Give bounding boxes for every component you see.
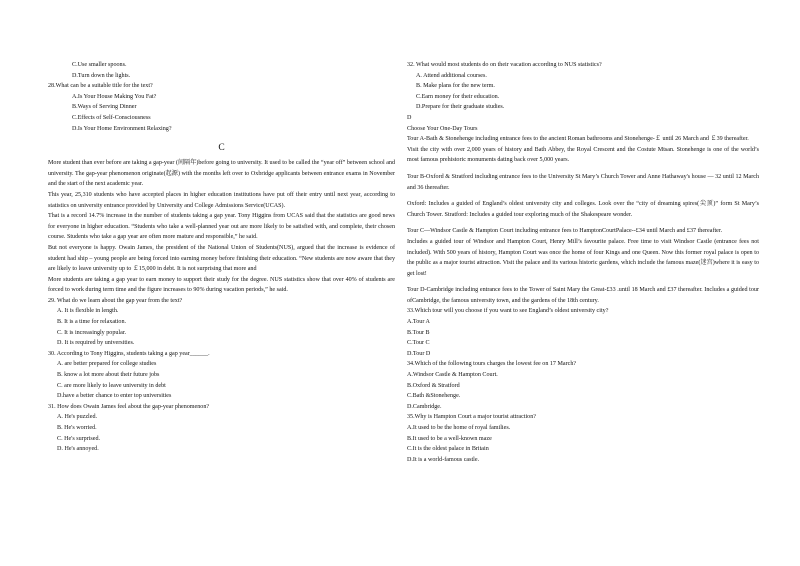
- q27-option-c: C.Use smaller spoons.: [72, 62, 127, 68]
- left-column: [48, 60, 395, 455]
- q34-option-b: B.Oxford & Stratford: [407, 382, 460, 389]
- q29-option-d: D. It is required by universities.: [57, 340, 135, 347]
- q32-option-a: A. Attend additional courses.: [416, 72, 487, 79]
- q27-option-d: D.Turn down the lights.: [72, 72, 131, 79]
- q31-option-b: B. He's worried.: [57, 425, 97, 431]
- tour-d-summary: Tour D-Cambridge including entrance fees to the Tower of Saint Mary the Great-£33 .until 18 March and £37 thereafter. Includes a guided tour ofCambridge, the famous university town, and the gardens of the 18th century.: [407, 287, 759, 304]
- q29-stem: 29. What do we learn about the gap year from the text?: [48, 297, 183, 304]
- section-c-heading: C: [218, 143, 225, 154]
- q33-option-c: C.Tour C: [407, 340, 430, 347]
- tour-a-description: Visit the city with over 2,000 years of history and Bath Abbey, the Royal Crescent and the Costute Mtsan. Stonehenge is one of the world’s most famous prehistoric monuments dating back over 5,000 years.: [407, 146, 759, 164]
- q34-option-d: D.Cambridge.: [407, 403, 442, 410]
- q28-option-a: A.Is Your House Making You Fat?: [72, 93, 157, 100]
- tour-b-description: Oxford: Includes a guided of England’s oldest university city and colleges. Look over the “city of dreaming spires(尖顶)” form St Mary’s Church Tower. Stratford: Includes a guided tour exploring much of the Shakespeare wonder.: [407, 201, 759, 218]
- q28-option-d: D.Is Your Home Environment Relaxing?: [72, 125, 172, 132]
- q33-option-a: A.Tour A: [407, 319, 430, 326]
- q34-stem: 34.Which of the following tours charges the lowest fee on 17 March?: [407, 361, 577, 368]
- q35-option-a: A.It used to be the home of royal families.: [407, 425, 511, 431]
- q35-option-c: C.It is the oldest palace in Britain: [407, 446, 489, 453]
- q32-stem: 32. What would most students do on their vacation according to NUS statistics?: [407, 62, 602, 68]
- q34-option-c: C.Bath &Stonehenge.: [407, 393, 461, 400]
- right-column: [407, 60, 759, 465]
- q30-option-a: A. are better prepared for college studies: [57, 361, 157, 368]
- q32-option-d: D.Prepare for their graduate studies.: [416, 104, 505, 111]
- passage-c-paragraph-3: That is a record 14.7% increase in the number of students taking a gap year. Tony Higgins from UCAS said that the statistics are good news for everyone in higher education. “Students who take a well-planned year out are more likely to be satisfied with, and complete, their chosen course. Students who take a gap year are often more mature and responsible,” he said.: [48, 213, 395, 241]
- q35-option-b: B.It used to be a well-known maze: [407, 435, 492, 442]
- tour-b-summary: Tour B-Oxford & Stratford including entrance fees to the University St Mary’s Church Tower and Anne Hathaway's house — 32 until 12 March and 36 thereafter.: [407, 173, 759, 191]
- q34-option-a: A.Windsor Castle & Hampton Court.: [407, 372, 498, 379]
- q31-option-d: D. He's annoyed.: [57, 446, 99, 453]
- q32-option-b: B. Make plans for the new term.: [416, 83, 495, 90]
- q29-option-b: B. It is a time for relaxation.: [57, 319, 127, 326]
- q33-option-b: B.Tour B: [407, 329, 430, 336]
- tour-c-description: Includes a guided tour of Windsor and Hampton Court, Henry Mill’s favourite palace. Free time to visit Windsor Castle (entrance fees not included). With 500 years of history, Hampton Court was once the home of four Kings and one Queen. Now this former royal palace is open to the public as a major tourist attraction. Visit the palace and its various historic gardens, which include the famous maze(迷宫)where it is easy to get lost!: [407, 238, 759, 277]
- q33-stem: 33.Which tour will you choose if you want to see England’s oldest university city?: [407, 308, 609, 315]
- q35-stem: 35.Why is Hampton Court a major tourist attraction?: [407, 414, 536, 421]
- passage-c-paragraph-1: More student than ever before are taking a gap-year (间隔年)before going to university. It used to be called the “year off” between school and university. The gap-year phenomenon originate(起源) with the months left over to Oxbridge applicants between entrance exams in November and the start of the next academic year.: [48, 160, 395, 188]
- passage-c-paragraph-5: More students are taking a gap year to earn money to support their study for the degree. NUS statistics show that over 40% of students are forced to work during term time and the figure increases to 90% during vacation periods,” he said.: [48, 276, 395, 294]
- q30-stem: 30. According to Tony Higgins, students taking a gap year______.: [48, 350, 210, 357]
- passage-c-paragraph-4: But not everyone is happy. Owain James, the president of the National Union of Students(NUS), argued that the increase is evidence of student had ship – young people are being forced into earning money before finishing their education. “New students are now aware that they are likely to leave university up to ￡15,000 in debt. It is not surprising that more and: [48, 244, 395, 273]
- passage-d-title: Choose Your One-Day Tours: [407, 125, 478, 132]
- q30-option-d: D.have a better chance to enter top universities: [57, 393, 172, 400]
- q28-stem: 28.What can be a suitable title for the text?: [48, 83, 153, 90]
- q32-option-c: C.Earn money for their education.: [416, 93, 500, 100]
- q33-option-d: D.Tour D: [407, 350, 431, 357]
- q31-stem: 31. How does Owain James feel about the gap-year phenomenon?: [48, 403, 210, 410]
- passage-c-paragraph-2: This year, 25,310 students who have accepted places in higher education institutions have put off their entry until next year, according to statistics on university entrance provided by University and College Admissions Service(UCAS).: [48, 191, 395, 209]
- q30-option-b: B. know a lot more about their future jobs: [57, 372, 160, 379]
- q29-option-c: C. It is increasingly popular.: [57, 329, 127, 336]
- q31-option-a: A. He's puzzled.: [57, 414, 98, 421]
- tour-c-summary: Tour C—Windsor Castle & Hampton Court including entrance fees to HamptonCourtPalace--£34 until March and £37 thereafter.: [407, 228, 723, 235]
- q30-option-c: C. are more likely to leave university in debt: [57, 382, 166, 389]
- q28-option-c: C.Effects of Self-Consciousness: [72, 114, 151, 121]
- q35-option-d: D.It is a world-famous castle.: [407, 456, 480, 463]
- q31-option-c: C. He's surprised.: [57, 435, 101, 442]
- tour-a-summary: Tour A-Bath & Stonehenge including entrance fees to the ancient Roman bathrooms and Stonehenge-￡ until 26 March and ￡39 thereafter.: [407, 136, 749, 143]
- q29-option-a: A. It is flexible in length.: [57, 308, 119, 315]
- section-d-heading: D: [407, 114, 412, 121]
- q28-option-b: B.Ways of Serving Dinner: [72, 104, 137, 111]
